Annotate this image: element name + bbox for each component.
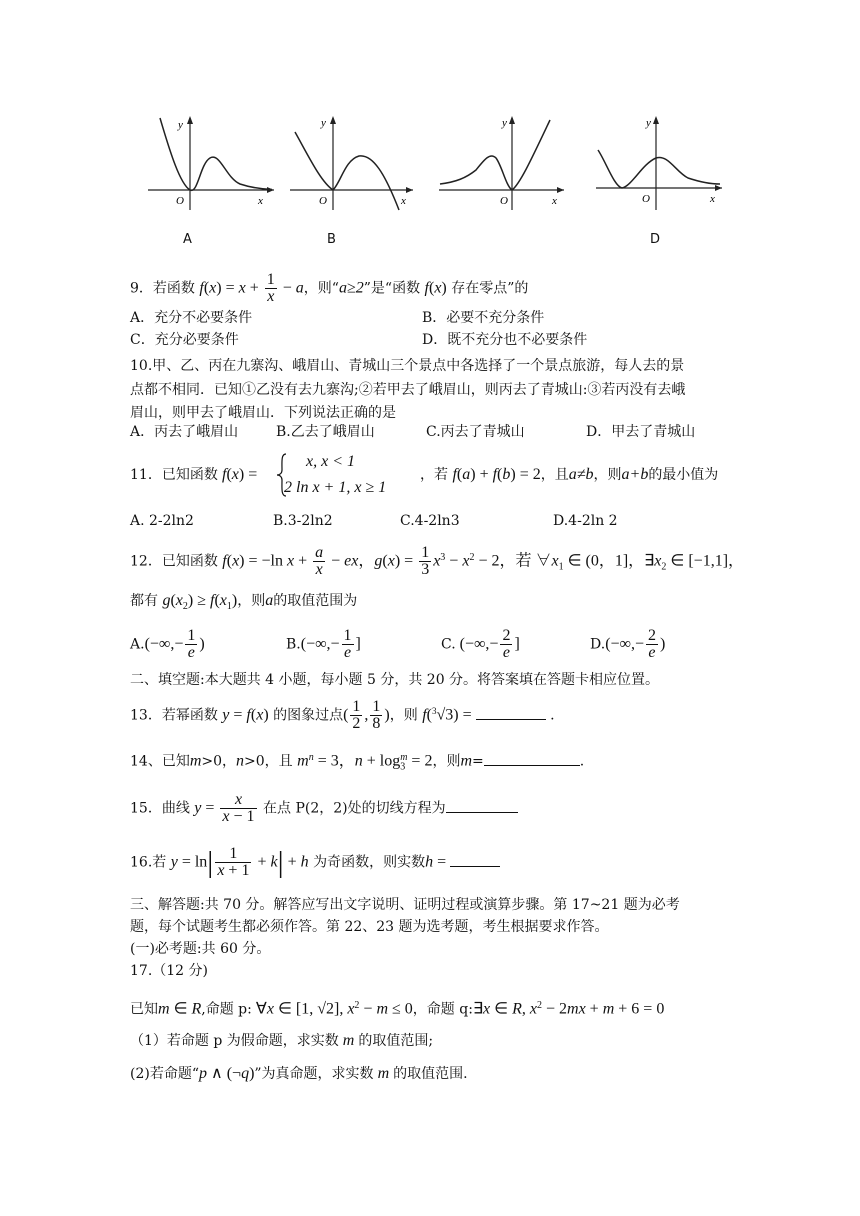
graph-d-x: x — [710, 193, 715, 205]
q15-num: 15．曲线 — [130, 800, 190, 817]
q12-num: 12．已知函数 — [130, 553, 218, 570]
q16: 16.若 y = ln| $\frac{1}{x + 1}$ + k| + h 为奇函数，则实数h = — [130, 846, 500, 879]
graph-b-x: x — [401, 195, 406, 207]
q10-option-b: B.乙去了峨眉山 — [276, 424, 375, 440]
section-2-heading: 二、填空题:本大题共 4 小题，每小题 5 分，共 20 分。将答案填在答题卡相应位置。 — [130, 672, 660, 688]
q9-cond1: a≥2 — [338, 279, 364, 297]
q13-mid: 的图象过点 — [273, 707, 344, 724]
q16-num: 16.若 — [130, 854, 167, 871]
q9-stem: 9．若函数 f(x) = x + $\frac{1}{x}$ − a，则“a≥2”是“函数 f(x) 存在零点”的 — [130, 271, 529, 305]
graph-d-svg — [592, 112, 732, 212]
graph-b-label: B — [327, 232, 336, 247]
q9-num: 9．若函数 — [130, 280, 195, 297]
q11-sum: a+b — [621, 466, 649, 483]
q13: 13．若幂函数 y = f(x) 的图象过点( $\frac{1}{2}$ , $\frac{1}{8}$ )，则 f($^3$√3) = . — [130, 698, 555, 732]
q14-end: . — [579, 753, 585, 770]
q17-stem1: 已知 — [130, 1001, 158, 1018]
q17-head: 17.（12 分) — [130, 963, 208, 979]
q12-option-a-label: A. — [130, 636, 145, 653]
q9-option-c: C．充分必要条件 — [130, 332, 239, 348]
graph-a-svg — [140, 112, 280, 212]
graph-a-y: y — [178, 119, 183, 131]
graph-option-a — [140, 112, 280, 212]
q12-option-b: B.(−∞,− $\frac{1}{e}$ ] — [286, 627, 361, 661]
q10-line2: 点都不相同．已知①乙没有去九寨沟;②若甲去了峨眉山，则丙去了青城山:③若丙没有去峨 — [130, 382, 686, 398]
q12-stem: 12．已知函数 f(x) = −ln x + $\frac{a}{x}$ − ex，g(x) = $\frac{1}{3}$ $x^3 - x^2 - 2$，若 $\forall x_1$ ∈ (0，1]，$\exists x_2$ ∈ [−1,1]， — [130, 544, 745, 578]
q13-end: . — [550, 707, 555, 724]
q13-num: 13．若幂函数 — [130, 707, 218, 724]
q11-tail: ，则 — [593, 467, 622, 483]
q12-option-b-label: B. — [286, 636, 301, 653]
q12-line2-c: a — [265, 592, 274, 609]
q17-p2: (2)若命题“ — [130, 1066, 199, 1082]
q12-option-c-label: C. — [441, 636, 456, 653]
exam-page: y x O A y x O B y x O y x O D 9．若函数 f(x) = x + $\frac{1}{x}$ − a，则“a≥2”是“函数 f(x) 存在零点”的 A．充分不必要条件 B．必要不充分条件 C．充分必要条件 D．既不充分也不必要条件 10.甲、乙、丙在九寨沟、峨眉山、青城山三个景点中各选择了一个景点旅游，每人去的景 点都不相同．已知①乙没有去九寨沟;②若甲去了峨眉山，则丙去了青城山:③若丙没有去峨 眉山，则甲去了峨眉山．下列说法正确的是 A．丙去了峨眉山 B.乙去了峨眉山 C.丙去了青城山 D．甲去了青城山 11．已知函数 f(x) = x, x < 1 2 ln x + 1, x ≥ 1 ，若 f(a) + f(b) = 2，且a≠b，则a+b的最小值为 A. 2-2ln2 B.3-2ln2 C.4-2ln3 D.4-2ln 2 12．已知函数 f(x) = −ln x + $\frac{a}{x}$ − ex，g(x) = $\frac{1}{3}$ $x^3 - x^2 - 2$，若 $\forall x_1$ ∈ (0，1]，$\exists x_2$ ∈ [−1,1]， 都有 $g(x_2) \ge f(x_1)$，则a的取值范围为 A.(−∞,− $\frac{1}{e}$ ) B.(−∞,− $\frac{1}{e}$ ] C. (−∞,− $\frac{2}{e}$ ] D.(−∞,− $\frac{2}{e}$ ) 二、填空题:本大题共 4 小题，每小题 5 分，共 20 分。将答案填在答题卡相应位置。 13．若幂函数 y = f(x) 的图象过点( $\frac{1}{2}$ , $\frac{1}{8}$ )，则 f($^3$√3) = . 14、已知m>0，n>0，且 $m^n = 3$，$n + \log_3^m = 2$，则m= . 15．曲线 y = $\frac{x}{x - 1}$ 在点 P(2，2)处的切线方程为 16.若 y = ln| $\frac{1}{x + 1}$ + k| + h 为奇函数，则实数h = 三、解答题:共 70 分。解答应写出文字说明、证明过程或演算步骤。第 17~21 题为必考 题，每个试题考生都必须作答。第 22、23 题为选考题，考生根据要求作答。 (一)必考题:共 60 分。 17.（12 分) 已知m ∈ R,命题 p: ∀x ∈ [1, √2], $x^2 - m \le 0$，命题 q:∃x ∈ R, $x^2 - 2mx + m + 6 = 0$ （1）若命题 p 为假命题，求实数 m 的取值范围; (2)若命题“p ∧ (¬q)”为真命题，求实数 m 的取值范围. — [0, 0, 860, 1216]
graph-a-o: O — [176, 195, 184, 207]
graph-a-label: A — [183, 232, 192, 247]
q14: 14、已知m>0，n>0，且 $m^n = 3$，$n + \log_3^m = 2$，则m= . — [130, 752, 585, 773]
graph-option-d — [592, 112, 732, 212]
q12-option-a: A.(−∞,− $\frac{1}{e}$ ) — [130, 627, 205, 661]
q9-f: f — [199, 279, 204, 297]
q17-part2: (2)若命题“p ∧ (¬q)”为真命题，求实数 m 的取值范围. — [130, 1065, 468, 1082]
section-3-line1: 三、解答题:共 70 分。解答应写出文字说明、证明过程或演算步骤。第 17~21 题为必考 — [130, 897, 680, 913]
q11-piece2: 2 ln x + 1, x ≥ 1 — [284, 479, 387, 496]
q10-option-d: D．甲去了青城山 — [586, 424, 696, 440]
q10-line3: 眉山，则甲去了峨眉山．下列说法正确的是 — [130, 405, 396, 421]
graph-d-o: O — [642, 193, 650, 205]
q9-tail: 存在零点”的 — [451, 280, 529, 297]
q10-option-a: A．丙去了峨眉山 — [130, 424, 239, 440]
q11-option-c: C.4-2ln3 — [400, 513, 460, 529]
q9-option-d: D．既不充分也不必要条件 — [422, 332, 588, 348]
q15: 15．曲线 y = $\frac{x}{x - 1}$ 在点 P(2，2)处的切线方程为 — [130, 792, 518, 825]
q10-line1: 10.甲、乙、丙在九寨沟、峨眉山、青城山三个景点中各选择了一个景点旅游，每人去的景 — [130, 358, 685, 374]
q15-tail: 在点 P(2，2)处的切线方程为 — [263, 800, 446, 817]
q11-piece1: x, x < 1 — [306, 453, 355, 470]
q17-stem2: ,命题 p: — [201, 1001, 252, 1018]
q12-option-d-label: D. — [590, 636, 606, 653]
section-3-line2: 题，每个试题考生都必须作答。第 22、23 题为选考题，考生根据要求作答。 — [130, 919, 609, 935]
q12-line2: 都有 $g(x_2) \ge f(x_1)$，则a的取值范围为 — [130, 592, 358, 612]
section-3-line3: (一)必考题:共 60 分。 — [130, 941, 271, 957]
q17-part1: （1）若命题 p 为假命题，求实数 m 的取值范围; — [130, 1032, 434, 1049]
q9-lead: ，则“ — [303, 280, 339, 297]
q12-line2-b: ，则 — [237, 593, 266, 609]
q13-tail: ，则 — [389, 707, 418, 724]
q11-option-b: B.3-2ln2 — [273, 513, 333, 529]
graph-c-x: x — [552, 195, 557, 207]
graph-a-x: x — [258, 195, 263, 207]
graph-d-label: D — [650, 232, 661, 247]
q11-num: 11．已知函数 — [130, 467, 218, 483]
q11-neq: a≠b — [568, 466, 594, 483]
graph-c-svg — [436, 112, 576, 212]
graph-b-svg — [285, 112, 425, 212]
q11-option-d: D.4-2ln 2 — [553, 513, 618, 529]
q11-tail2: 的最小值为 — [648, 467, 719, 483]
q17-stem: 已知m ∈ R,命题 p: ∀x ∈ [1, √2], $x^2 - m \le 0$，命题 q:∃x ∈ R, $x^2 - 2mx + m + 6 = 0$ — [130, 1000, 665, 1018]
q12-line2-a: 都有 — [130, 593, 158, 609]
q9-mid: ”是“函数 — [363, 280, 421, 297]
q17-stem3: ，命题 q: — [412, 1001, 473, 1018]
q17-p2c: 的取值范围. — [393, 1066, 468, 1082]
q10-option-c: C.丙去了青城山 — [426, 424, 525, 440]
q11-cond: ，若 — [420, 467, 448, 483]
q14-tail: ，则 — [432, 753, 461, 770]
graph-b-o: O — [319, 195, 327, 207]
q11-option-a: A. 2-2ln2 — [130, 513, 194, 529]
graph-c-o: O — [500, 195, 508, 207]
q17-p1b: 的取值范围; — [358, 1033, 434, 1049]
q9-option-b: B．必要不充分条件 — [422, 310, 545, 326]
q12-line2-d: 的取值范围为 — [273, 593, 358, 609]
graph-b-y: y — [321, 117, 326, 129]
graph-d-y: y — [646, 117, 651, 129]
q17-p1: （1）若命题 p 为假命题，求实数 — [130, 1033, 339, 1049]
q9-frac: $\frac{1}{x}$ — [266, 271, 275, 305]
q11-cond2: ，且 — [540, 467, 569, 483]
q16-tail: 为奇函数，则实数 — [313, 854, 426, 871]
graph-option-b — [285, 112, 425, 212]
q17-p2b: ”为真命题，求实数 — [254, 1066, 374, 1082]
q14-text: 14、已知 — [130, 753, 190, 770]
q12-option-d: D.(−∞,− $\frac{2}{e}$ ) — [590, 627, 666, 661]
q12-option-c: C. (−∞,− $\frac{2}{e}$ ] — [441, 627, 520, 661]
graph-c-y: y — [502, 117, 507, 129]
graph-option-c — [436, 112, 576, 212]
q9-option-a: A．充分不必要条件 — [130, 310, 253, 326]
